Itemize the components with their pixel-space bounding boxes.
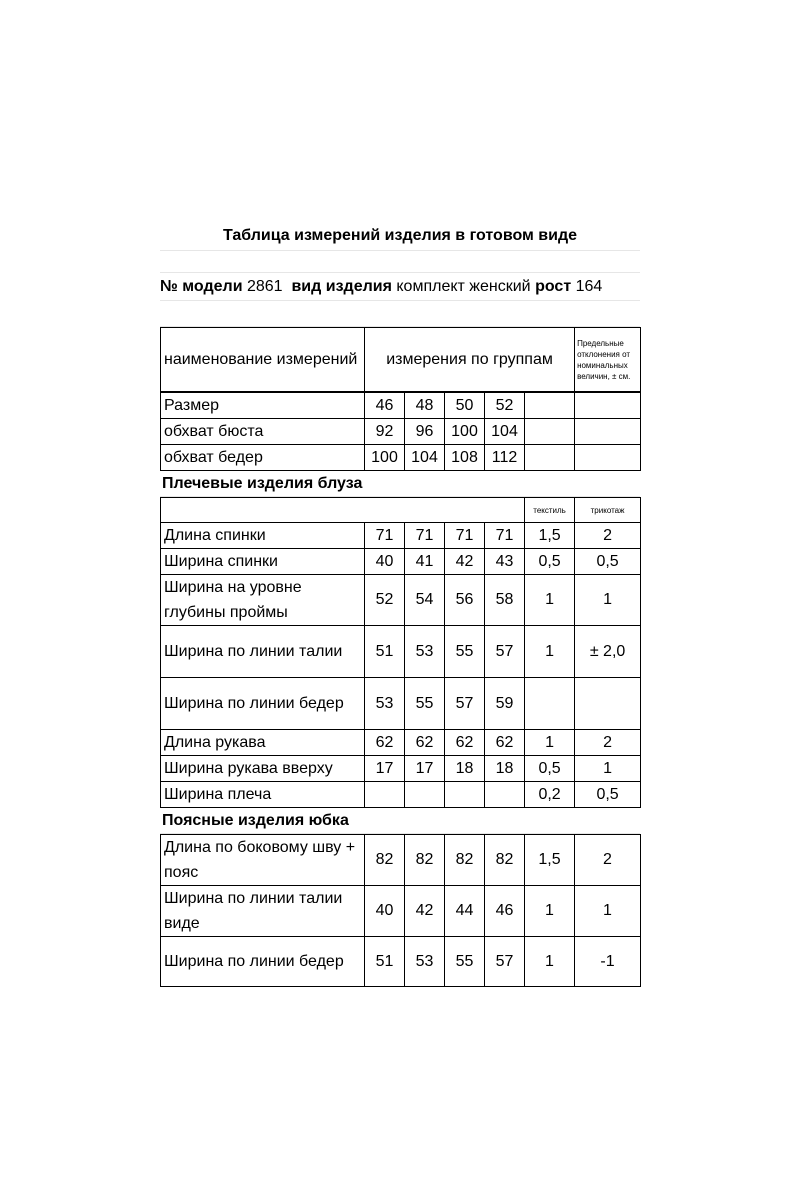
size-value: 18 xyxy=(485,756,525,782)
type-value: комплект женский xyxy=(396,278,531,295)
size-value: 50 xyxy=(445,393,485,419)
skirt-table xyxy=(160,834,641,987)
size-value: 57 xyxy=(485,626,525,678)
textile-tolerance: 1,5 xyxy=(525,835,575,886)
row-label: обхват бедер xyxy=(161,445,365,471)
height-label: рост xyxy=(535,278,572,295)
table-row xyxy=(161,937,641,987)
empty-cell xyxy=(525,419,575,445)
size-value: 53 xyxy=(365,678,405,730)
size-value: 40 xyxy=(365,549,405,575)
size-value xyxy=(485,782,525,808)
size-value: 62 xyxy=(445,730,485,756)
size-value: 53 xyxy=(405,937,445,987)
size-value: 104 xyxy=(485,419,525,445)
size-value xyxy=(365,782,405,808)
table-row xyxy=(161,782,641,808)
size-value: 44 xyxy=(445,886,485,937)
table-row xyxy=(161,835,641,886)
base-measurements-table xyxy=(160,392,641,471)
measurements-table xyxy=(160,327,641,392)
table-row xyxy=(161,756,641,782)
size-value: 54 xyxy=(405,575,445,626)
row-label: Ширина рукава вверху xyxy=(161,756,365,782)
table-header-row xyxy=(161,328,641,392)
knit-tolerance: 1 xyxy=(575,575,641,626)
knit-tolerance: ± 2,0 xyxy=(575,626,641,678)
header-deviation: Предельные отклонения от номинальных величин, ± см. xyxy=(575,328,641,392)
textile-tolerance: 1 xyxy=(525,937,575,987)
size-value: 17 xyxy=(405,756,445,782)
textile-tolerance: 0,5 xyxy=(525,756,575,782)
sheet-title: Таблица измерений изделия в готовом виде xyxy=(160,221,640,251)
table-row xyxy=(161,393,641,419)
row-label: Ширина плеча xyxy=(161,782,365,808)
size-value: 92 xyxy=(365,419,405,445)
size-value: 71 xyxy=(405,523,445,549)
textile-label: текстиль xyxy=(525,498,575,523)
model-value: 2861 xyxy=(246,278,283,295)
size-value xyxy=(445,782,485,808)
model-info-row xyxy=(160,273,640,301)
knit-tolerance: 2 xyxy=(575,730,641,756)
empty-cell xyxy=(575,445,641,471)
knit-tolerance xyxy=(575,678,641,730)
size-value: 46 xyxy=(485,886,525,937)
size-value: 55 xyxy=(445,626,485,678)
table-row xyxy=(161,549,641,575)
textile-tolerance: 1 xyxy=(525,626,575,678)
size-value: 82 xyxy=(405,835,445,886)
row-label: Длина рукава xyxy=(161,730,365,756)
size-value: 96 xyxy=(405,419,445,445)
textile-tolerance: 0,5 xyxy=(525,549,575,575)
section-title-tops: Плечевые изделия блуза xyxy=(160,471,640,497)
row-label: Ширина на уровне глубины проймы xyxy=(161,575,365,626)
size-value: 42 xyxy=(405,886,445,937)
table-row xyxy=(161,575,641,626)
empty-cell xyxy=(575,419,641,445)
size-value: 62 xyxy=(405,730,445,756)
tolerance-header-row xyxy=(161,498,641,523)
row-label: Длина спинки xyxy=(161,523,365,549)
size-value: 100 xyxy=(365,445,405,471)
size-value: 51 xyxy=(365,626,405,678)
size-value: 17 xyxy=(365,756,405,782)
table-row xyxy=(161,626,641,678)
size-value: 82 xyxy=(445,835,485,886)
size-value: 112 xyxy=(485,445,525,471)
size-value: 57 xyxy=(445,678,485,730)
size-value: 41 xyxy=(405,549,445,575)
size-value: 53 xyxy=(405,626,445,678)
tolerance-header-spacer xyxy=(161,498,525,523)
textile-tolerance: 1,5 xyxy=(525,523,575,549)
size-value: 48 xyxy=(405,393,445,419)
table-row xyxy=(161,419,641,445)
size-value: 100 xyxy=(445,419,485,445)
row-label: Ширина по линии бедер xyxy=(161,678,365,730)
knit-tolerance: 1 xyxy=(575,886,641,937)
textile-tolerance: 1 xyxy=(525,886,575,937)
spacer-row xyxy=(160,251,640,273)
size-value: 52 xyxy=(485,393,525,419)
knit-tolerance: 1 xyxy=(575,756,641,782)
size-value: 82 xyxy=(485,835,525,886)
row-label: Ширина спинки xyxy=(161,549,365,575)
model-label: № модели xyxy=(160,278,243,295)
textile-tolerance: 1 xyxy=(525,730,575,756)
header-groups: измерения по группам xyxy=(365,328,575,392)
knit-tolerance: 0,5 xyxy=(575,782,641,808)
size-value: 62 xyxy=(365,730,405,756)
row-label: Ширина по линии талии виде xyxy=(161,886,365,937)
knit-label: трикотаж xyxy=(575,498,641,523)
row-label: Длина по боковому шву + пояс xyxy=(161,835,365,886)
table-row xyxy=(161,523,641,549)
size-value: 52 xyxy=(365,575,405,626)
row-label: Размер xyxy=(161,393,365,419)
table-row xyxy=(161,445,641,471)
row-label: обхват бюста xyxy=(161,419,365,445)
size-value: 71 xyxy=(365,523,405,549)
size-value: 55 xyxy=(445,937,485,987)
size-value: 40 xyxy=(365,886,405,937)
empty-cell xyxy=(575,393,641,419)
size-value: 108 xyxy=(445,445,485,471)
size-value: 46 xyxy=(365,393,405,419)
table-row xyxy=(161,730,641,756)
textile-tolerance: 1 xyxy=(525,575,575,626)
table-row xyxy=(161,886,641,937)
size-value: 58 xyxy=(485,575,525,626)
size-value: 71 xyxy=(485,523,525,549)
height-value: 164 xyxy=(575,278,603,295)
knit-tolerance: 0,5 xyxy=(575,549,641,575)
header-name: наименование измерений xyxy=(161,328,365,392)
type-label: вид изделия xyxy=(291,278,392,295)
size-value: 51 xyxy=(365,937,405,987)
size-value: 82 xyxy=(365,835,405,886)
tops-table xyxy=(160,497,641,808)
knit-tolerance: -1 xyxy=(575,937,641,987)
table-row xyxy=(161,678,641,730)
knit-tolerance: 2 xyxy=(575,835,641,886)
size-value: 62 xyxy=(485,730,525,756)
size-value: 56 xyxy=(445,575,485,626)
knit-tolerance: 2 xyxy=(575,523,641,549)
section-title-skirt: Поясные изделия юбка xyxy=(160,808,640,834)
textile-tolerance: 0,2 xyxy=(525,782,575,808)
size-value: 59 xyxy=(485,678,525,730)
size-value: 18 xyxy=(445,756,485,782)
row-label: Ширина по линии бедер xyxy=(161,937,365,987)
size-value: 104 xyxy=(405,445,445,471)
size-value: 43 xyxy=(485,549,525,575)
empty-cell xyxy=(525,393,575,419)
spacer-row xyxy=(160,301,640,327)
row-label: Ширина по линии талии xyxy=(161,626,365,678)
size-value: 42 xyxy=(445,549,485,575)
size-value: 71 xyxy=(445,523,485,549)
measurement-sheet xyxy=(160,221,640,987)
textile-tolerance xyxy=(525,678,575,730)
size-value xyxy=(405,782,445,808)
size-value: 55 xyxy=(405,678,445,730)
empty-cell xyxy=(525,445,575,471)
size-value: 57 xyxy=(485,937,525,987)
